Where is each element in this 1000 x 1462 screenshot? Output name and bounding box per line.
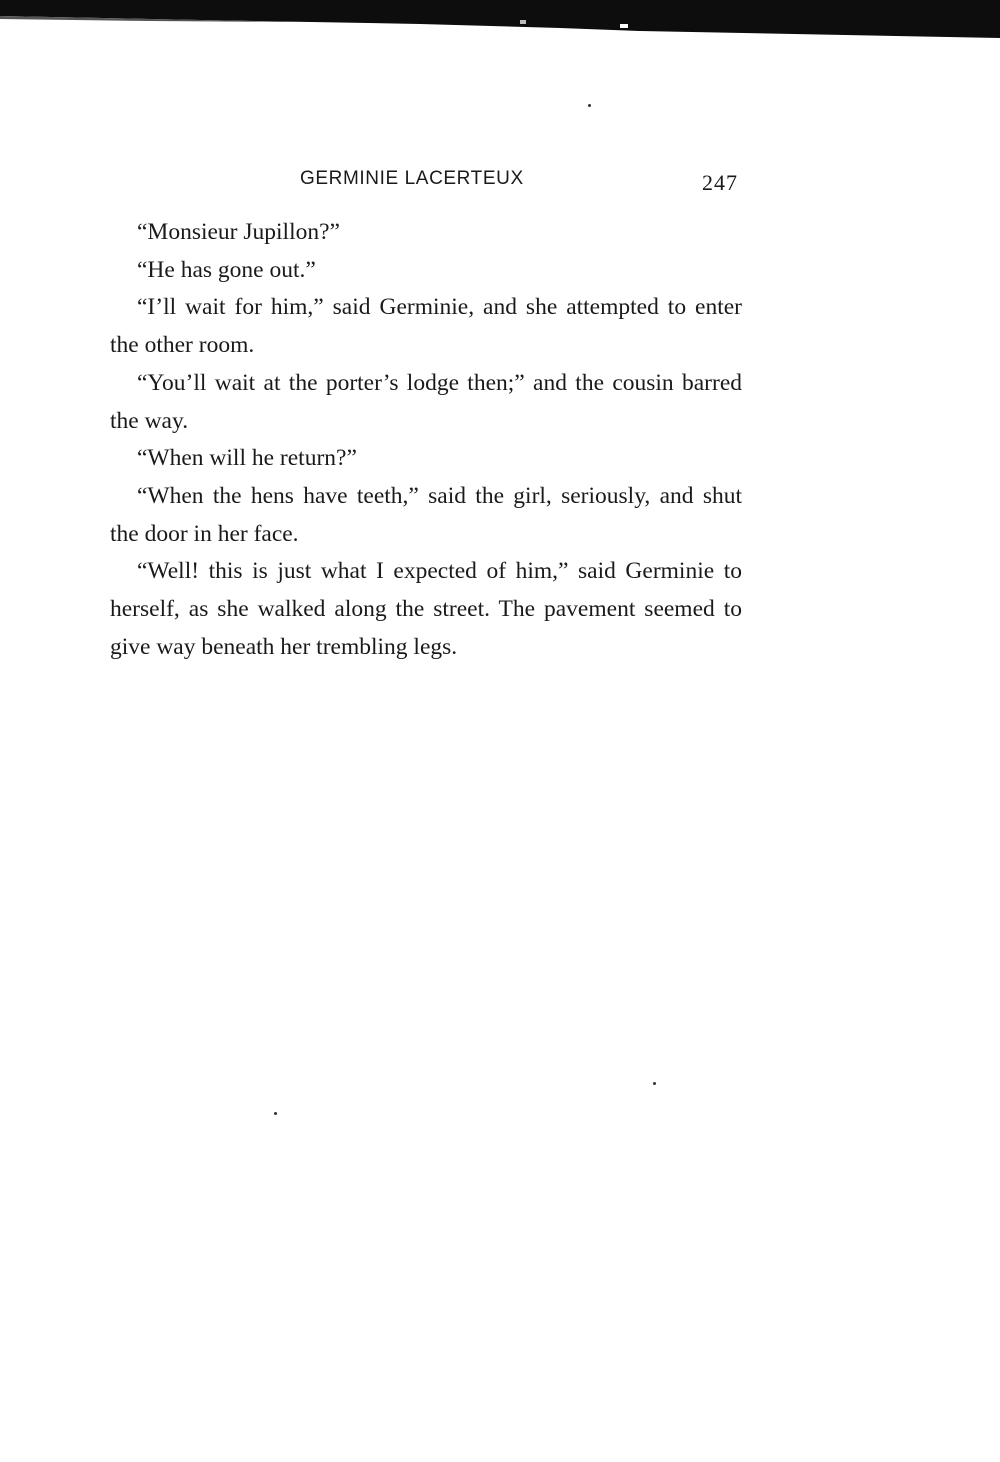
paragraph: “You’ll wait at the porter’s lodge then;” and the cousin barred the way. [110,369,742,434]
running-head [110,164,742,196]
paragraph: “When the hens have teeth,” said the girl, seriously, and shut the door in her face. [110,482,742,547]
paragraph: “When will he return?” [137,445,357,472]
paragraph: “I’ll wait for him,” said Germinie, and she attempted to enter the other room. [110,294,742,359]
body-text [110,214,742,666]
scan-speck [274,1112,277,1115]
paragraph: “Monsieur Jupillon?” [137,219,340,245]
running-title: GERMINIE LACERTEUX [300,168,524,189]
scan-edge-top [0,0,1000,40]
scan-speck [653,1082,656,1085]
paragraph: “He has gone out.” [137,256,316,283]
page-number: 247 [702,170,738,195]
scan-speck [588,104,591,107]
paragraph: “Well! this is just what I expected of him,” said Germinie to herself, as she walked along the street. The pavement seemed to give way beneath her trembling legs. [110,558,742,660]
